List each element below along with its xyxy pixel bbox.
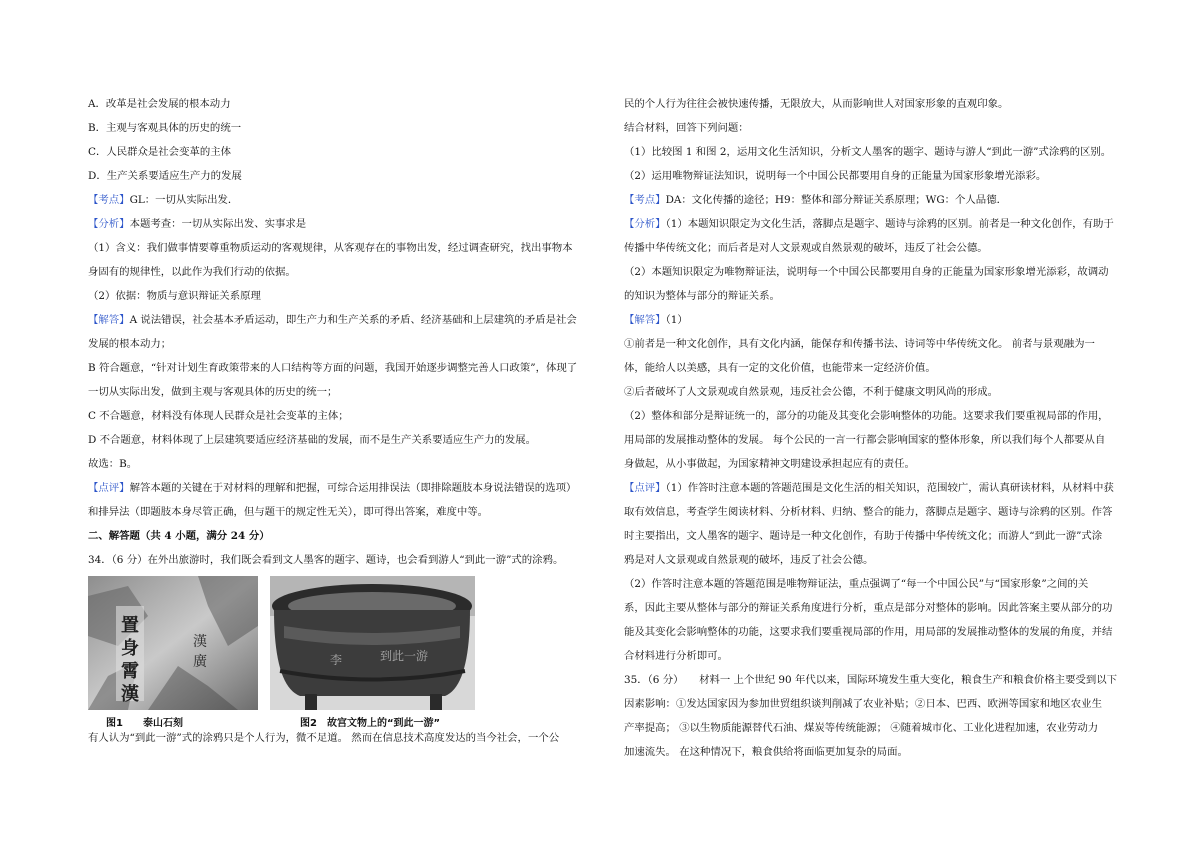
jieda-a: A 说法错误，社会基本矛盾运动，即生产力和生产关系的矛盾、经济基础和上层建筑的矛盾是社会 xyxy=(129,314,577,326)
option-d: D．生产关系要适应生产力的发展 xyxy=(88,170,242,182)
r-line-1: 民的个人行为往往会被快速传播，无限放大，从而影响世人对国家形象的直观印象。 xyxy=(624,98,1009,110)
r-kaodian-line xyxy=(624,188,1128,212)
svg-text:廣: 廣 xyxy=(193,654,207,670)
figure-2-caption: 图2 故宫文物上的“到此一游” xyxy=(300,718,441,729)
jieda-a2: 发展的根本动力； xyxy=(88,338,172,350)
r-jieda-2: 体，能给人以美感，具有一定的文化价值，也能带来一定经济价值。 xyxy=(624,362,936,374)
r-jieda-4: （2）整体和部分是辩证统一的，部分的功能及其变化会影响整体的功能。这要求我们要重视局部的作用， xyxy=(624,410,1109,422)
question-35-2: 因素影响：①发达国家因为参加世贸组织谈判削减了农业补贴；②日本、巴西、欧洲等国家和地区农业生 xyxy=(624,698,1102,710)
kaodian-text: GL：一切从实际出发． xyxy=(129,194,239,206)
jieda-tag: 【解答】 xyxy=(88,314,130,326)
r-dianping-2: 取有效信息，考查学生阅读材料、分析材料、归纳、整合的能力，落脚点是题字、题诗与涂鸦的区别。作答 xyxy=(624,506,1113,518)
gu-xuan: 故选：B。 xyxy=(88,458,138,470)
option-b: B．主观与客观具体的历史的统一 xyxy=(88,122,242,134)
right-column xyxy=(624,92,1128,764)
fenxi-2: （2）依据：物质与意识辩证关系原理 xyxy=(88,290,261,302)
dianping-2: 和排异法（即题肢本身尽管正确，但与题干的规定性无关），即可得出答案，难度中等。 xyxy=(88,506,489,518)
jieda-line xyxy=(88,308,588,332)
r-jieda-3: ②后者破坏了人文景观或自然景观，违反社会公德，不利于健康文明风尚的形成。 xyxy=(624,386,999,398)
dianping-line xyxy=(88,476,588,500)
after-figure-text: 有人认为“到此一游”式的涂鸦只是个人行为，微不足道。 然而在信息技术高度发达的当今社会，一个公 xyxy=(88,732,560,744)
fenxi-text: 本题考查：一切从实际出发、实事求是 xyxy=(129,218,307,230)
r-jieda-1: ①前者是一种文化创作，具有文化内涵，能保存和传播书法、诗词等中华传统文化。 前者与景观融为一 xyxy=(624,338,1095,350)
fenxi-1b: 身固有的规律性，以此作为我们行动的依据。 xyxy=(88,266,296,278)
r-fenxi-3: （2）本题知识限定为唯物辩证法，说明每一个中国公民都要用自身的正能量为国家形象增光添彩，故调动 xyxy=(624,266,1109,278)
r-jieda-line xyxy=(624,308,1128,332)
svg-text:霄: 霄 xyxy=(121,661,139,682)
r-jieda-text: （1） xyxy=(665,314,688,326)
figure-1-caption: 图1 泰山石刻 xyxy=(106,718,183,729)
svg-text:到此一游: 到此一游 xyxy=(380,649,429,663)
r-kaodian-text: DA：文化传播的途径；H9：整体和部分辩证关系原理；WG：个人品德． xyxy=(665,194,1007,206)
r-fenxi-text: （1）本题知识限定为文化生活，落脚点是题字、题诗与涂鸦的区别。前者是一种文化创作，有助于 xyxy=(665,218,1114,230)
question-35-3: 产率提高； ③以生物质能源替代石油、煤炭等传统能源； ④随着城市化、工业化进程加速，农业劳动力 xyxy=(624,722,1099,734)
r-fenxi-line xyxy=(624,212,1128,236)
jieda-b: B 符合题意，“针对计划生育政策带来的人口结构等方面的问题，我国开始逐步调整完善人口政策”，体现了 xyxy=(88,362,578,374)
r-kaodian-tag: 【考点】 xyxy=(624,194,666,206)
svg-text:李: 李 xyxy=(330,653,343,667)
figure-2-image xyxy=(270,576,475,710)
r-line-3: （1）比较图 1 和图 2，运用文化生活知识，分析文人墨客的题字、题诗与游人“到此一游”式涂鸦的区别。 xyxy=(624,146,1112,158)
kaodian-tag: 【考点】 xyxy=(88,194,130,206)
r-fenxi-4: 的知识为整体与部分的辩证关系。 xyxy=(624,290,780,302)
jieda-b2: 一切从实际出发，做到主观与客观具体的历史的统一； xyxy=(88,386,338,398)
question-35-4: 加速流失。 在这种情况下，粮食供给将面临更加复杂的局面。 xyxy=(624,746,908,758)
r-dianping-text: （1）作答时注意本题的答题范围是文化生活的相关知识，范围较广，需认真研读材料，从材料中获 xyxy=(665,482,1114,494)
jieda-d: D 不合题意，材料体现了上层建筑要适应经济基础的发展，而不是生产关系要适应生产力的发展。 xyxy=(88,434,537,446)
fenxi-line xyxy=(88,212,588,236)
r-jieda-5: 用局部的发展推动整体的发展。 每个公民的一言一行都会影响国家的整体形象，所以我们每个人都要从自 xyxy=(624,434,1106,446)
fenxi-1: （1）含义：我们做事情要尊重物质运动的客观规律，从客观存在的事物出发，经过调查研究，找出事物本 xyxy=(88,242,573,254)
r-dianping-6: 系，因此主要从整体与部分的辩证关系角度进行分析，重点是部分对整体的影响。因此答案主要从部分的功 xyxy=(624,602,1113,614)
jieda-c: C 不合题意，材料没有体现人民群众是社会变革的主体； xyxy=(88,410,349,422)
r-dianping-line xyxy=(624,476,1128,500)
r-jieda-6: 身做起，从小事做起，为国家精神文明建设承担起应有的责任。 xyxy=(624,458,915,470)
question-34: 34．（6 分）在外出旅游时，我们既会看到文人墨客的题字、题诗，也会看到游人“到此一游”式的涂鸦。 xyxy=(88,554,564,566)
svg-text:身: 身 xyxy=(121,638,139,659)
r-jieda-tag: 【解答】 xyxy=(624,314,666,326)
fenxi-tag: 【分析】 xyxy=(88,218,130,230)
left-column xyxy=(88,92,588,750)
question-35: 35．（6 分） 材料一 上个世纪 90 年代以来，国际环境发生重大变化，粮食生产和粮食价格主要受到以下 xyxy=(624,674,1118,686)
r-dianping-7: 能及其变化会影响整体的功能，这要求我们要重视局部的作用，用局部的发展推动整体的发展的角度，并结 xyxy=(624,626,1113,638)
r-dianping-tag: 【点评】 xyxy=(624,482,666,494)
r-dianping-4: 鸦是对人文景观或自然景观的破坏，违反了社会公德。 xyxy=(624,554,874,566)
kaodian-line xyxy=(88,188,588,212)
option-a: A．改革是社会发展的根本动力 xyxy=(88,98,231,110)
r-dianping-8: 合材料进行分析即可。 xyxy=(624,650,728,662)
figures xyxy=(88,576,588,729)
r-fenxi-tag: 【分析】 xyxy=(624,218,666,230)
svg-text:漢: 漢 xyxy=(121,684,139,705)
figure-1-image xyxy=(88,576,258,710)
dianping-text: 解答本题的关键在于对材料的理解和把握，可综合运用排误法（即排除题肢本身说法错误的选项） xyxy=(129,482,577,494)
svg-text:置: 置 xyxy=(121,615,139,636)
r-dianping-3: 时主要指出，文人墨客的题字、题诗是一种文化创作，有助于传播中华传统文化；而游人“到此一游”式涂 xyxy=(624,530,1103,542)
option-c: C．人民群众是社会变革的主体 xyxy=(88,146,232,158)
svg-text:漢: 漢 xyxy=(193,634,207,650)
dianping-tag: 【点评】 xyxy=(88,482,130,494)
r-fenxi-2: 传播中华传统文化；而后者是对人文景观或自然景观的破坏，违反了社会公德。 xyxy=(624,242,988,254)
r-line-2: 结合材料，回答下列问题： xyxy=(624,122,749,134)
section-title: 二、解答题（共 4 小题，满分 24 分） xyxy=(88,530,270,542)
r-line-4: （2）运用唯物辩证法知识，说明每一个中国公民都要用自身的正能量为国家形象增光添彩。 xyxy=(624,170,1047,182)
r-dianping-5: （2）作答时注意本题的答题范围是唯物辩证法，重点强调了“每一个中国公民”与“国家形象”之间的关 xyxy=(624,578,1089,590)
